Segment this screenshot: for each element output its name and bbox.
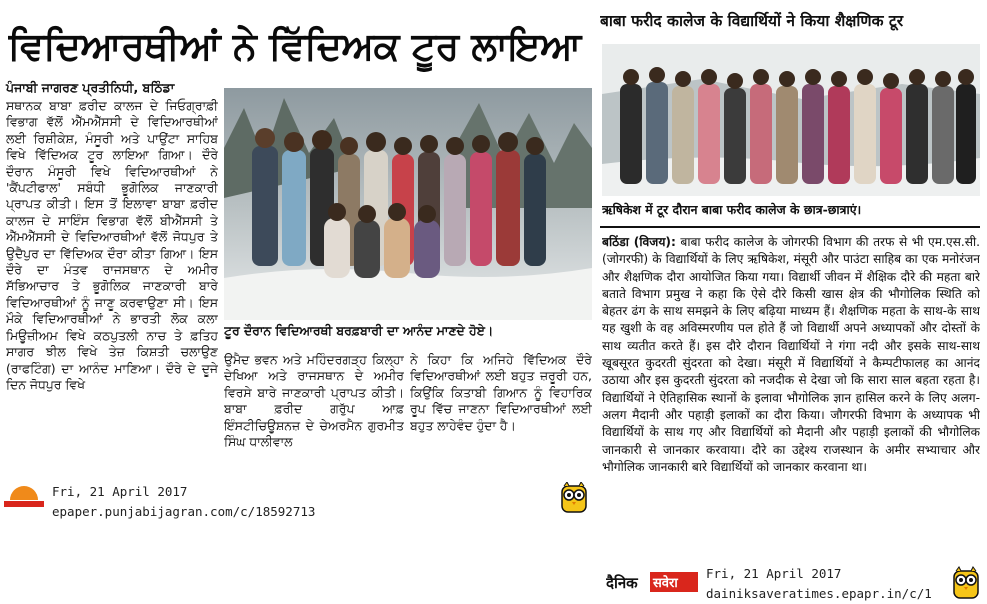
hindi-dateline: बठिंडा (विजय): (602, 235, 676, 249)
dainik-savera-logo (606, 568, 700, 598)
hindi-photo-caption: ऋषिकेश में टूर दौरान बाबा फरीद कालेज के छात्र-छात्राएं। (602, 202, 862, 217)
hindi-epaper-link[interactable]: dainiksaveratimes.epapr.in/c/1 (706, 586, 932, 601)
punjabi-photo-caption: ਟੂਰ ਦੌਰਾਨ ਵਿਦਿਆਰਥੀ ਬਰਫ਼ਬਾਰੀ ਦਾ ਆਨੰਦ ਮਾਣਦੇ ਹੋਏ। (224, 323, 494, 338)
svg-text:दैनिक: दैनिक (606, 574, 638, 592)
punjabi-headline: ਵਿਦਿਆਰਥੀਆਂ ਨੇ ਵਿੱਦਿਅਕ ਟੂਰ ਲਾਇਆ (8, 24, 581, 68)
punjabi-jagran-logo (4, 486, 44, 514)
punjabi-column-3: ਨੇ ਕਿਹਾ ਕਿ ਅਜਿਹੇ ਵਿੱਦਿਅਕ ਦੌਰੇ ਵਿਦਿਆਰਥੀਆਂ ਲਈ ਬਹੁਤ ਜ਼ਰੂਰੀ ਹਨ, ਕਿਉਂਕਿ ਕਿਤਾਬੀ ਗਿਆਨ ਨੂੰ ਵਿਹਾਰਿਕ ਰੂਪ ਵਿੱਚ ਜਾਣਨਾ ਵਿਦਿਆਰਥੀਆਂ ਲਈ ਬਹੁਤ ਲਾਹੇਵੰਦ ਹੁੰਦਾ ਹੈ। (410, 352, 592, 433)
punjabi-date: Fri, 21 April 2017 (52, 484, 188, 499)
punjabi-column-1: ਸਥਾਨਕ ਬਾਬਾ ਫ਼ਰੀਦ ਕਾਲਜ ਦੇ ਜਿਓਗ੍ਰਾਫ਼ੀ ਵਿਭਾਗ ਵੱਲੋਂ ਐੱਮਐੱਸਸੀ ਦੇ ਵਿਦਿਆਰਥੀਆਂ ਲਈ ਰਿਸ਼ੀਕੇਸ਼, ਮੰਸੂਰੀ ਅਤੇ ਪਾਉਂਟਾ ਸਾਹਿਬ ਵਿਖੇ ਵਿੱਦਿਅਕ ਟੂਰ ਲਾਇਆ ਗਿਆ। ਦੌਰੇ ਦੌਰਾਨ ਮੰਸੂਰੀ ਵਿਖੇ ਵਿਦਿਆਰਥੀਆਂ ਨੇ 'ਕੈਂਪਟੀਫਾਲ' ਸਬੰਧੀ ਭੂਗੋਲਿਕ ਜਾਣਕਾਰੀ ਪ੍ਰਾਪਤ ਕੀਤੀ। ਇਸ ਤੋਂ ਇਲਾਵਾ ਬਾਬਾ ਫ਼ਰੀਦ ਕਾਲਜ ਦੇ ਸਾਇੰਸ ਵਿਭਾਗ ਵੱਲੋਂ ਬੀਐੱਸਸੀ ਤੇ ਐੱਮਐੱਸਸੀ ਦੇ ਵਿਦਿਆਰਥੀਆਂ ਵੱਲੋਂ ਜੋਧਪੁਰ ਤੇ ਉਦੈਪੁਰ ਦਾ ਵਿੱਦਿਅਕ ਦੌਰਾ ਕੀਤਾ ਗਿਆ। ਇਸ ਦੌਰੇ ਦਾ ਮੰਤਵ ਰਾਜਸਥਾਨ ਦੇ ਅਮੀਰ ਸੱਭਿਆਚਾਰ ਤੇ ਭੂਗੋਲਿਕ ਜਾਣਕਾਰੀ ਬਾਰੇ ਵਿਦਿਆਰਥੀਆਂ ਨੂੰ ਜਾਣੂ ਕਰਵਾਉਣਾ ਸੀ। ਇਸ ਮੌਕੇ ਵਿਦਿਆਰਥੀਆਂ ਨੇ ਭਾਰਤੀ ਲੋਕ ਕਲਾ ਮਿਊਜ਼ੀਅਮ ਵਿਖੇ ਕਠਪੁਤਲੀ ਨਾਚ ਤੇ ਫ਼ਤਿਹ ਸਾਗਰ ਝੀਲ ਵਿਖੇ ਤੇਜ਼ ਕਿਸ਼ਤੀ ਚਲਾਉਣ (ਰਾਫਟਿੰਗ) ਦਾ ਆਨੰਦ ਮਾਣਿਆ। ਦੌਰੇ ਦੇ ਦੂਜੇ ਦਿਨ ਜੋਧਪੁਰ ਵਿਖੇ (6, 98, 218, 392)
punjabi-byline: ਪੰਜਾਬੀ ਜਾਗਰਣ ਪ੍ਰਤੀਨਿਧੀ, ਬਠਿੰਡਾ (6, 80, 175, 95)
hindi-headline: बाबा फरीद कालेज के विद्यार्थियों ने किया शैक्षणिक टूर (600, 12, 904, 30)
hindi-body-text: बाबा फरीद कालेज के जोगरफी विभाग की तरफ से भी एम.एस.सी. (जोगरफी) के विद्यार्थियों के लिए ऋषिकेश, मंसूरी और पाउंटा साहिब का एक मनोरंजन और शैक्षणिक दौरा आयोजित किया गया। विद्यार्थी जीवन में शैक्षिक दौरे की महता बारे बताते विभाग प्रमुख ने कहा कि ऐसे दौरे किसी खास क्षेत्र की भौगोलिक स्थिति को बेहतर ढंग के साथ समझने के लिए बढ़िया माध्यम हैं। शैक्षणिक महता के साथ-के साथ यह खुशी के वह अविस्मरणीय पल होते हैं जो विद्यार्थी अपने अध्यापकों और दोस्तों के साथ व्यतीत करते हैं। इस दौरे दौरान विद्यार्थियों ने गंगा नदी और इसके साथ-साथ खूबसूरत कुदरती सुंदरता को देखा। मंसूरी में विद्यार्थियों ने कैम्पटीफालह का आनंद उठाया और इस कुदरती सुंदरता को नजदीक से देखा जो कि सारा साल बहता रहता है। विद्यार्थियों ने ऐतिहासिक स्थानों के इलावा भौगोलिक ज्ञान हासिल करने के लिए अलग-अलग मैदानी और पहाड़ी इलाकों का दौरा किया। जौगरफी विभाग के अध्यापक भी विद्यार्थियों के साथ गए और विद्यार्थियों को मैदानी और पहाड़ी इलाकों की भौगोलिक जानकारी से जानकार करवाया। दौरे का उद्देश्य राजस्थान के अमीर सभ्याचार और भौगोलिक जानकारी बारे विद्यार्थियों को जानकार करवाना था। (602, 235, 980, 474)
punjabi-group-photo (224, 88, 592, 320)
hindi-article-body (602, 234, 980, 564)
hindi-date: Fri, 21 April 2017 (706, 566, 842, 581)
hindi-group-photo (602, 44, 980, 196)
owl-icon (558, 482, 590, 514)
punjabi-epaper-link[interactable]: epaper.punjabijagran.com/c/18592713 (52, 504, 316, 519)
divider (600, 226, 980, 228)
svg-text:सवेरा: सवेरा (653, 576, 678, 591)
owl-icon (950, 566, 982, 600)
punjabi-column-2: ਉਮੈਦ ਭਵਨ ਅਤੇ ਮਹਿੰਦਰਗੜ੍ਹ ਕਿਲ੍ਹਾ ਦੇਖਿਆ ਅਤੇ ਰਾਜਸਥਾਨ ਦੇ ਅਮੀਰ ਵਿਰਸੇ ਬਾਰੇ ਜਾਣਕਾਰੀ ਪ੍ਰਾਪਤ ਕੀਤੀ। ਬਾਬਾ ਫ਼ਰੀਦ ਗਰੁੱਪ ਆਫ਼ ਇੰਸਟੀਚਿਊਸ਼ਨਜ਼ ਦੇ ਚੇਅਰਮੈਨ ਗੁਰਮੀਤ ਸਿੰਘ ਧਾਲੀਵਾਲ (224, 352, 404, 450)
